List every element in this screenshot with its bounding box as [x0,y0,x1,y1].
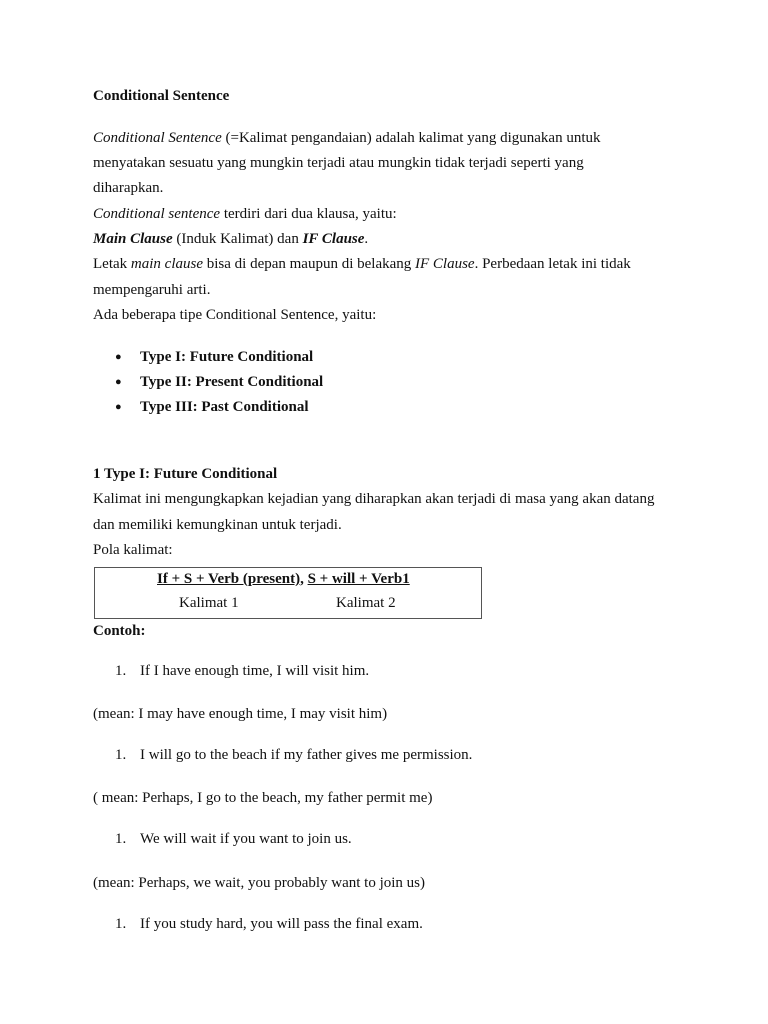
example-number: 1. [115,916,127,932]
formula-line [157,569,410,589]
example-sentence: If you study hard, you will pass the final exam. [140,916,423,932]
section-desc-1: Kalimat ini mengungkapkan kejadian yang diharapkan akan terjadi di masa yang akan datang [93,491,655,507]
term-if-clause: IF Clause [302,231,365,247]
intro-line-6-c: bisa di depan maupun di belakang [202,256,416,272]
intro-line-4 [93,204,397,224]
term-if-clause-italic: IF Clause [415,256,475,272]
example-number: 1. [115,663,127,679]
list-item-type-2: Type II: Present Conditional [140,374,324,390]
intro-line-1 [93,128,600,148]
bullet-icon: ● [115,376,122,388]
pattern-label: Pola kalimat: [93,542,173,558]
intro-line-8: Ada beberapa tipe Conditional Sentence, yaitu: [93,307,377,323]
example-meaning: ( mean: Perhaps, I go to the beach, my father permit me) [93,790,433,806]
formula-main-clause: S + will + Verb1 [307,571,410,587]
example-sentence: If I have enough time, I will visit him. [140,663,370,679]
intro-line-2: menyatakan sesuatu yang mungkin terjadi atau mungkin tidak terjadi seperti yang [93,155,584,171]
intro-line-5-end: . [364,231,369,247]
intro-line-4-text: terdiri dari dua klausa, yaitu: [220,206,397,222]
formula-separator: , [300,571,308,587]
bullet-icon: ● [115,401,122,413]
intro-line-7: mempengaruhi arti. [93,282,211,298]
clause-2-label: Kalimat 2 [336,595,396,611]
bullet-icon: ● [115,351,122,363]
list-item-type-1: Type I: Future Conditional [140,349,314,365]
term-main-clause: Main Clause [93,231,173,247]
clause-1-label: Kalimat 1 [179,595,239,611]
intro-line-6 [93,254,631,274]
example-meaning: (mean: I may have enough time, I may visit him) [93,706,388,722]
section-desc-2: dan memiliki kemungkinan untuk terjadi. [93,517,342,533]
example-sentence: We will wait if you want to join us. [140,831,352,847]
section-heading: 1 Type I: Future Conditional [93,466,278,482]
intro-line-1-text: (=Kalimat pengandaian) adalah kalimat yang digunakan untuk [221,130,601,146]
intro-line-5-mid: (Induk Kalimat) dan [172,231,303,247]
example-number: 1. [115,831,127,847]
formula-if-clause: If + S + Verb (present) [157,571,301,587]
intro-line-5 [93,229,368,249]
example-meaning: (mean: Perhaps, we wait, you probably want to join us) [93,875,426,891]
term-conditional-sentence-2: Conditional sentence [93,206,221,222]
example-number: 1. [115,747,127,763]
intro-line-3: diharapkan. [93,180,164,196]
formula-box [94,567,482,619]
term-main-clause-italic: main clause [130,256,203,272]
list-item-type-3: Type III: Past Conditional [140,399,309,415]
examples-heading: Contoh: [93,623,146,639]
term-conditional-sentence: Conditional Sentence [93,130,222,146]
intro-line-6-e: . Perbedaan letak ini tidak [474,256,631,272]
example-sentence: I will go to the beach if my father gives me permission. [140,747,473,763]
intro-line-6-a: Letak [93,256,131,272]
page-title: Conditional Sentence [93,88,230,104]
